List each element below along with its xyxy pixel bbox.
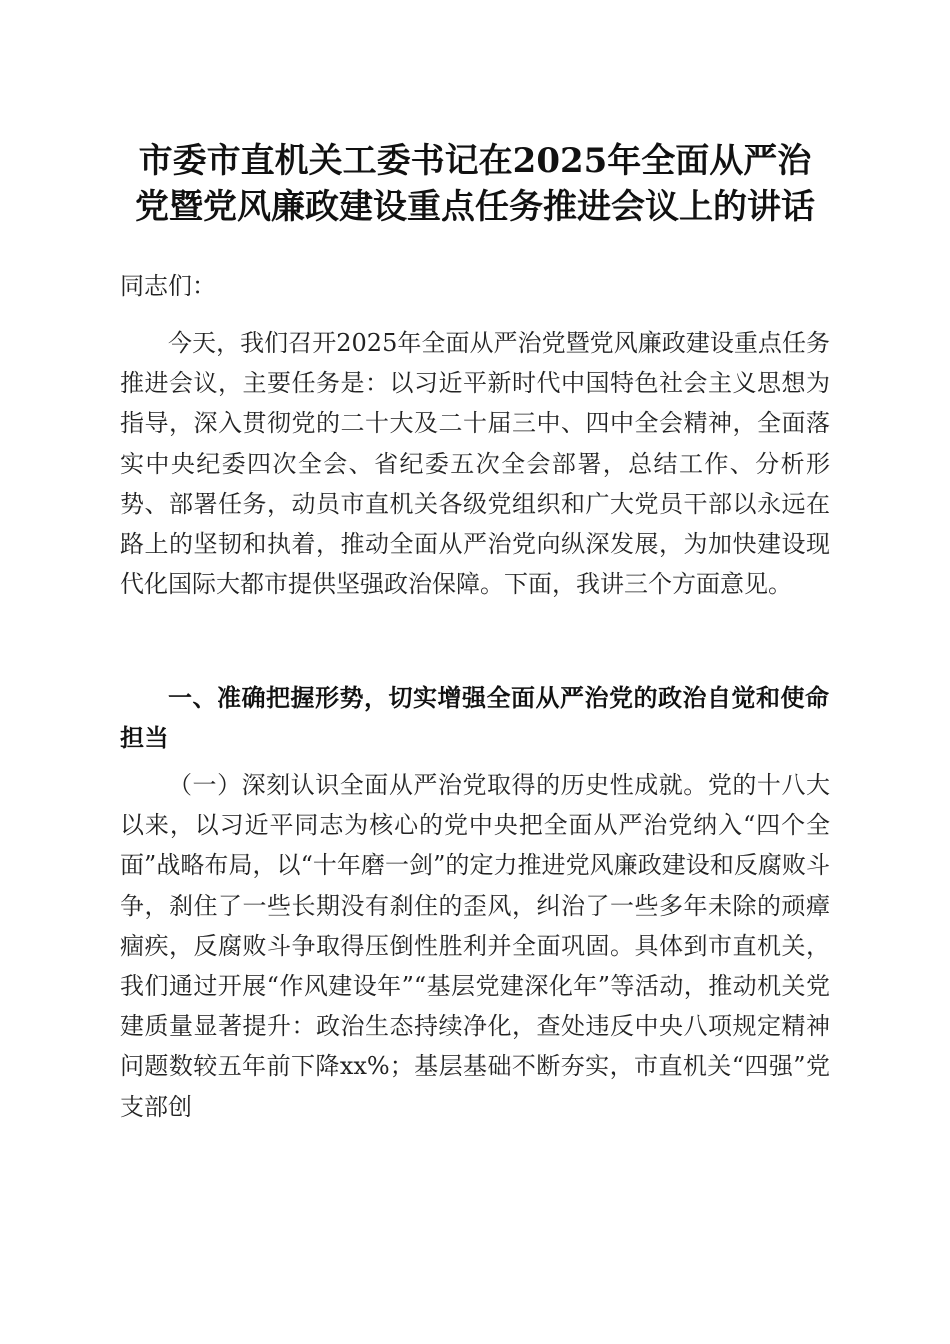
salutation: 同志们： — [120, 272, 216, 300]
subsection-title: （一）深刻认识全面从严治党取得的历史性成就。 — [168, 771, 708, 799]
document-title-line-2: 党暨党风廉政建设重点任务推进会议上的讲话 — [135, 187, 815, 227]
subsection-paragraph-1 — [120, 765, 830, 1127]
section-heading-1: 一、准确把握形势，切实增强全面从严治党的政治自觉和使命担当 — [120, 684, 830, 752]
subsection-body: 党的十八大以来，以习近平同志为核心的党中央把全面从严治党纳入“四个全面”战略布局，以“十年磨一剑”的定力推进党风廉政建设和反腐败斗争，刹住了一些长期没有刹住的歪风，纠治了一些多年未除的顽瘴痼疾，反腐败斗争取得压倒性胜利并全面巩固。具体到市直机关，我们通过开展“作风建设年”“基层党建深化年”等活动，推动机关党建质量显著提升：政治生态持续净化，查处违反中央八项规定精神问题数较五年前下降xx%；基层基础不断夯实，市直机关“四强”党支部创 — [120, 771, 831, 1121]
document-title-line-1: 市委市直机关工委书记在2025年全面从严治 — [138, 141, 812, 181]
intro-paragraph: 今天，我们召开2025年全面从严治党暨党风廉政建设重点任务推进会议，主要任务是：以习近平新时代中国特色社会主义思想为指导，深入贯彻党的二十大及二十届三中、四中全会精神，全面落实中央纪委四次全会、省纪委五次全会部署，总结工作、分析形势、部署任务，动员市直机关各级党组织和广大党员干部以永远在路上的坚韧和执着，推动全面从严治党向纵深发展，为加快建设现代化国际大都市提供坚强政治保障。下面，我讲三个方面意见。 — [120, 329, 830, 599]
